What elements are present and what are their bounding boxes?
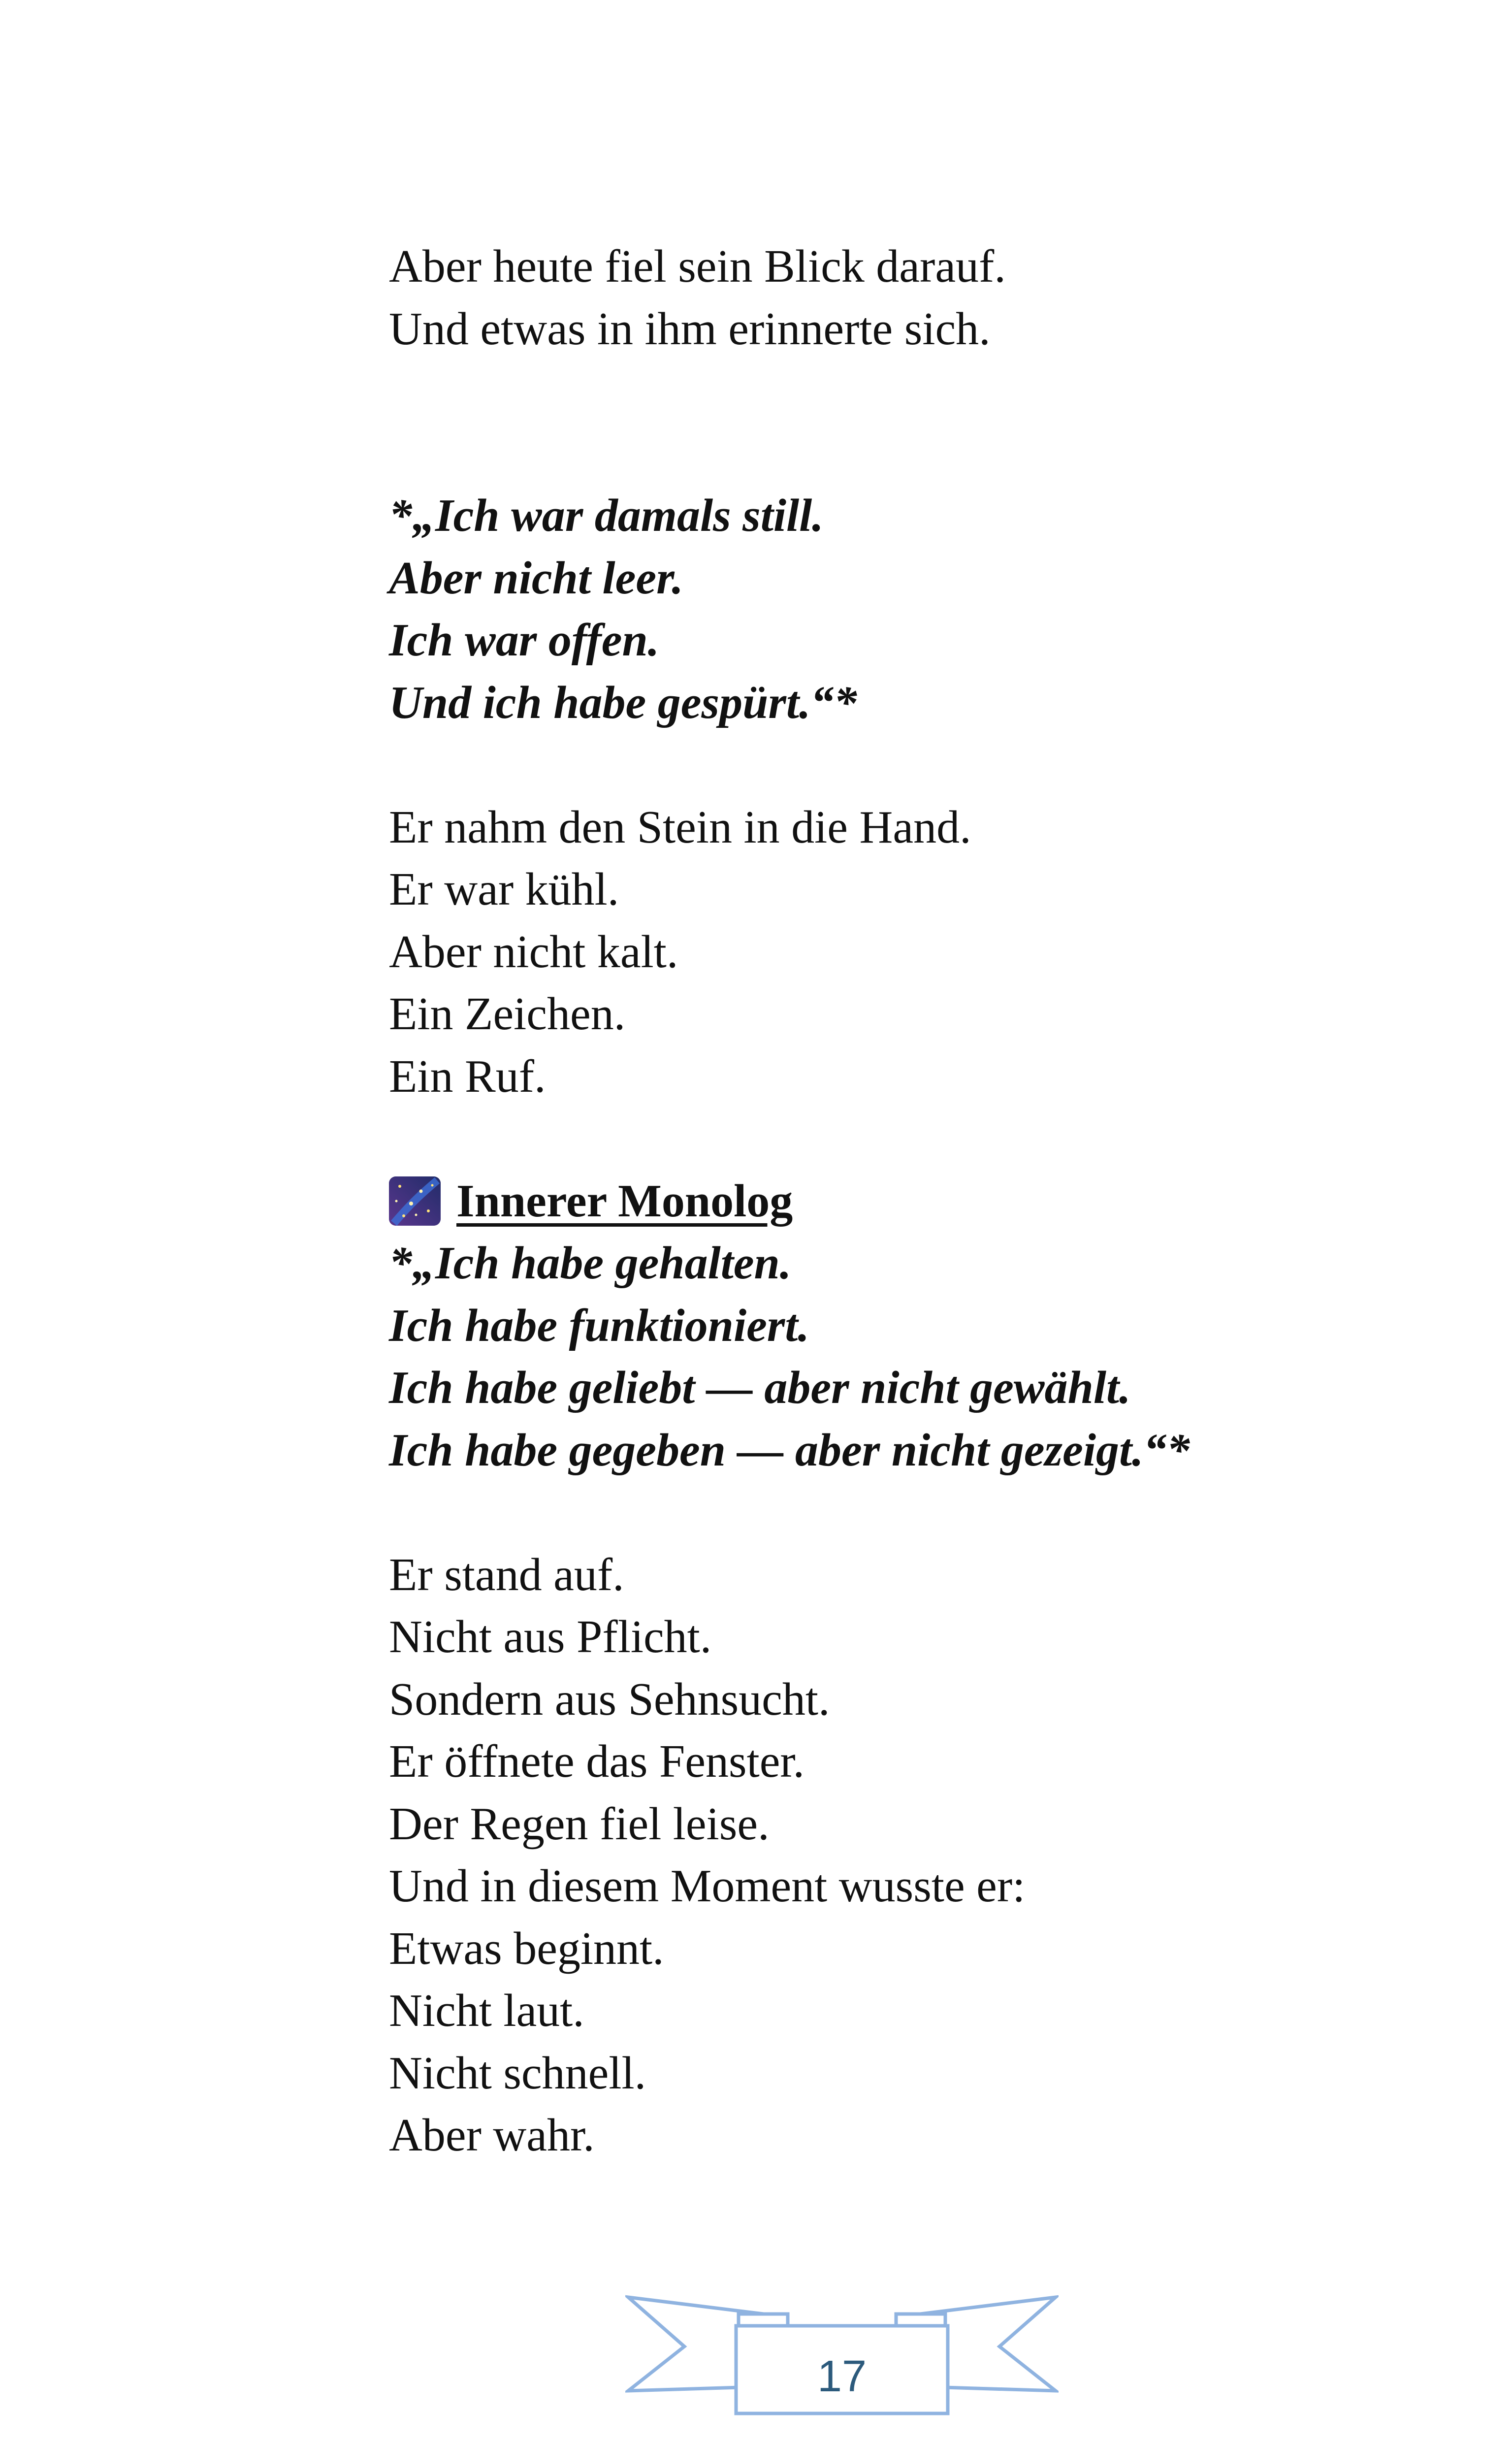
quote-line: Ich habe funktioniert. bbox=[389, 1300, 809, 1351]
quote-line: *„Ich war damals still. bbox=[389, 490, 824, 541]
text-line: Er stand auf. bbox=[389, 1549, 624, 1600]
section-heading-label: Innerer Monolog bbox=[456, 1175, 793, 1227]
text-line: Nicht schnell. bbox=[389, 2047, 646, 2099]
text-line: Aber nicht kalt. bbox=[389, 926, 678, 977]
blank-line bbox=[389, 1107, 1374, 1170]
blank-line bbox=[389, 423, 1374, 485]
text-line: Nicht aus Pflicht. bbox=[389, 1611, 712, 1662]
quote-line: Ich war offen. bbox=[389, 615, 660, 666]
text-line: Und in diesem Moment wusste er: bbox=[389, 1860, 1026, 1912]
quote-line: Und ich habe gespürt.“* bbox=[389, 677, 857, 728]
text-line: Er war kühl. bbox=[389, 864, 619, 915]
text-line: Und etwas in ihm erinnerte sich. bbox=[389, 303, 991, 355]
text-line: Aber wahr. bbox=[389, 2110, 595, 2161]
quote-line: Ich habe gegeben — aber nicht gezeigt.“* bbox=[389, 1424, 1190, 1476]
text-line: Ein Zeichen. bbox=[389, 988, 626, 1040]
page-number: 17 bbox=[817, 2352, 867, 2401]
text-line: Er öffnete das Fenster. bbox=[389, 1736, 805, 1787]
text-line: Aber heute fiel sein Blick darauf. bbox=[389, 241, 1006, 292]
quote-line: Ich habe geliebt — aber nicht gewählt. bbox=[389, 1362, 1131, 1413]
page-number-ribbon bbox=[625, 2292, 1059, 2420]
quote-line: Aber nicht leer. bbox=[389, 552, 683, 604]
blank-line bbox=[389, 734, 1374, 796]
night-stars-icon bbox=[389, 1176, 441, 1226]
quote-line: *„Ich habe gehalten. bbox=[389, 1238, 792, 1289]
page-body bbox=[389, 235, 1374, 2167]
text-line: Ein Ruf. bbox=[389, 1050, 546, 1102]
text-line: Der Regen fiel leise. bbox=[389, 1798, 770, 1850]
text-line: Nicht laut. bbox=[389, 1985, 584, 2036]
blank-line bbox=[389, 360, 1374, 423]
blank-line bbox=[389, 1481, 1374, 1544]
text-line: Sondern aus Sehnsucht. bbox=[389, 1673, 830, 1725]
text-line: Etwas beginnt. bbox=[389, 1922, 664, 1974]
text-line: Er nahm den Stein in die Hand. bbox=[389, 801, 971, 853]
section-heading bbox=[389, 1170, 1374, 1233]
